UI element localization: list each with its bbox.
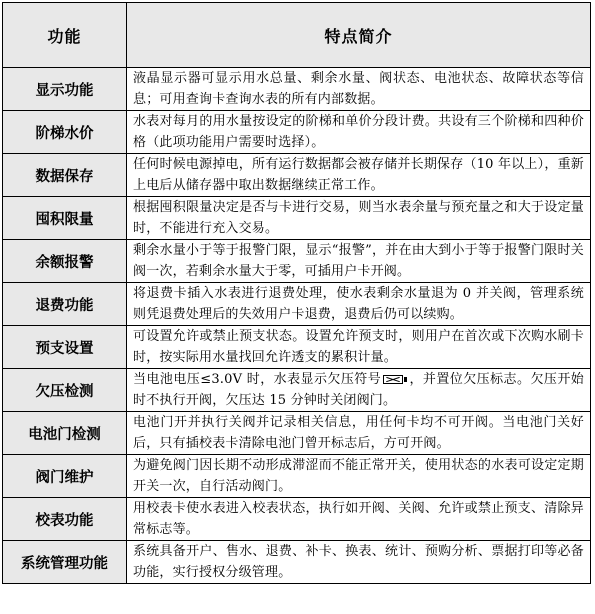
feature-description: 根据囤积限量决定是否与卡进行交易，则当水表余量与预充量之和大于设定量时，不能进行充入交易。 <box>127 197 591 240</box>
table-row <box>3 283 591 326</box>
feature-description: 可设置允许或禁止预支状态。设置允许预支时，则用户在首次或下次购水刷卡时，按实际用水量找回允许透支的累积计量。 <box>127 326 591 369</box>
feature-description: 水表对每月的用水量按设定的阶梯和单价分段计费。共设有三个阶梯和四种价格（此项功能用户需要时选择）。 <box>127 111 591 154</box>
feature-description: 为避免阀门因长期不动形成滞涩而不能正常开关，使用状态的水表可设定定期开关一次，自行活动阀门。 <box>127 455 591 498</box>
header-function: 功能 <box>3 3 127 68</box>
feature-description: 液晶显示器可显示用水总量、剩余水量、阀状态、电池状态、故障状态等信息；可用查询卡查询水表的所有内部数据。 <box>127 68 591 111</box>
table-row <box>3 111 591 154</box>
feature-name: 阀门维护 <box>3 455 127 498</box>
feature-description: 系统具备开户、售水、退费、补卡、换表、统计、预购分析、票据打印等必备功能，实行授权分级管理。 <box>127 541 591 584</box>
feature-description: 将退费卡插入水表进行退费处理，使水表剩余水量退为 0 并关阀，管理系统则凭退费处理后的失效用户卡退费，退费后仍可以续购。 <box>127 283 591 326</box>
feature-description: 电池门开并执行关阀并记录相关信息，用任何卡均不可开阀。当电池门关好后，只有插校表卡清除电池门曾开标志后，方可开阀。 <box>127 412 591 455</box>
battery-low-icon <box>383 375 403 384</box>
description-part: 当电池电压≤3.0V 时，水表显示欠压符号 <box>133 372 382 387</box>
table-row <box>3 541 591 584</box>
table-header-row <box>3 3 591 68</box>
feature-name: 电池门检测 <box>3 412 127 455</box>
feature-name: 数据保存 <box>3 154 127 197</box>
table-row <box>3 455 591 498</box>
table-row <box>3 154 591 197</box>
table-row <box>3 326 591 369</box>
battery-terminal <box>404 377 407 382</box>
feature-name: 余额报警 <box>3 240 127 283</box>
table-row <box>3 68 591 111</box>
table-row <box>3 240 591 283</box>
header-description: 特点简介 <box>127 3 591 68</box>
feature-description: 任何时候电源掉电，所有运行数据都会被存储并长期保存（10 年以上），重新上电后从储存器中取出数据继续正常工作。 <box>127 154 591 197</box>
feature-name: 退费功能 <box>3 283 127 326</box>
feature-name: 显示功能 <box>3 68 127 111</box>
feature-table <box>2 2 591 584</box>
table-row <box>3 197 591 240</box>
feature-name: 校表功能 <box>3 498 127 541</box>
feature-name: 欠压检测 <box>3 369 127 412</box>
feature-name: 系统管理功能 <box>3 541 127 584</box>
feature-name: 预支设置 <box>3 326 127 369</box>
table-row <box>3 369 591 412</box>
feature-description: 剩余水量小于等于报警门限，显示“报警”，并在由大到小于等于报警门限时关阀一次，若剩余水量大于零，可插用户卡开阀。 <box>127 240 591 283</box>
feature-name: 阶梯水价 <box>3 111 127 154</box>
feature-description <box>127 369 591 412</box>
feature-description: 用校表卡使水表进入校表状态，执行如开阀、关阀、允许或禁止预支、清除异常标志等。 <box>127 498 591 541</box>
table-row <box>3 412 591 455</box>
feature-name: 囤积限量 <box>3 197 127 240</box>
description-part: ，并置位欠压标志。欠压开始时不执行开阀，欠压达 15 分钟时关闭阀门。 <box>133 372 584 408</box>
table-row <box>3 498 591 541</box>
